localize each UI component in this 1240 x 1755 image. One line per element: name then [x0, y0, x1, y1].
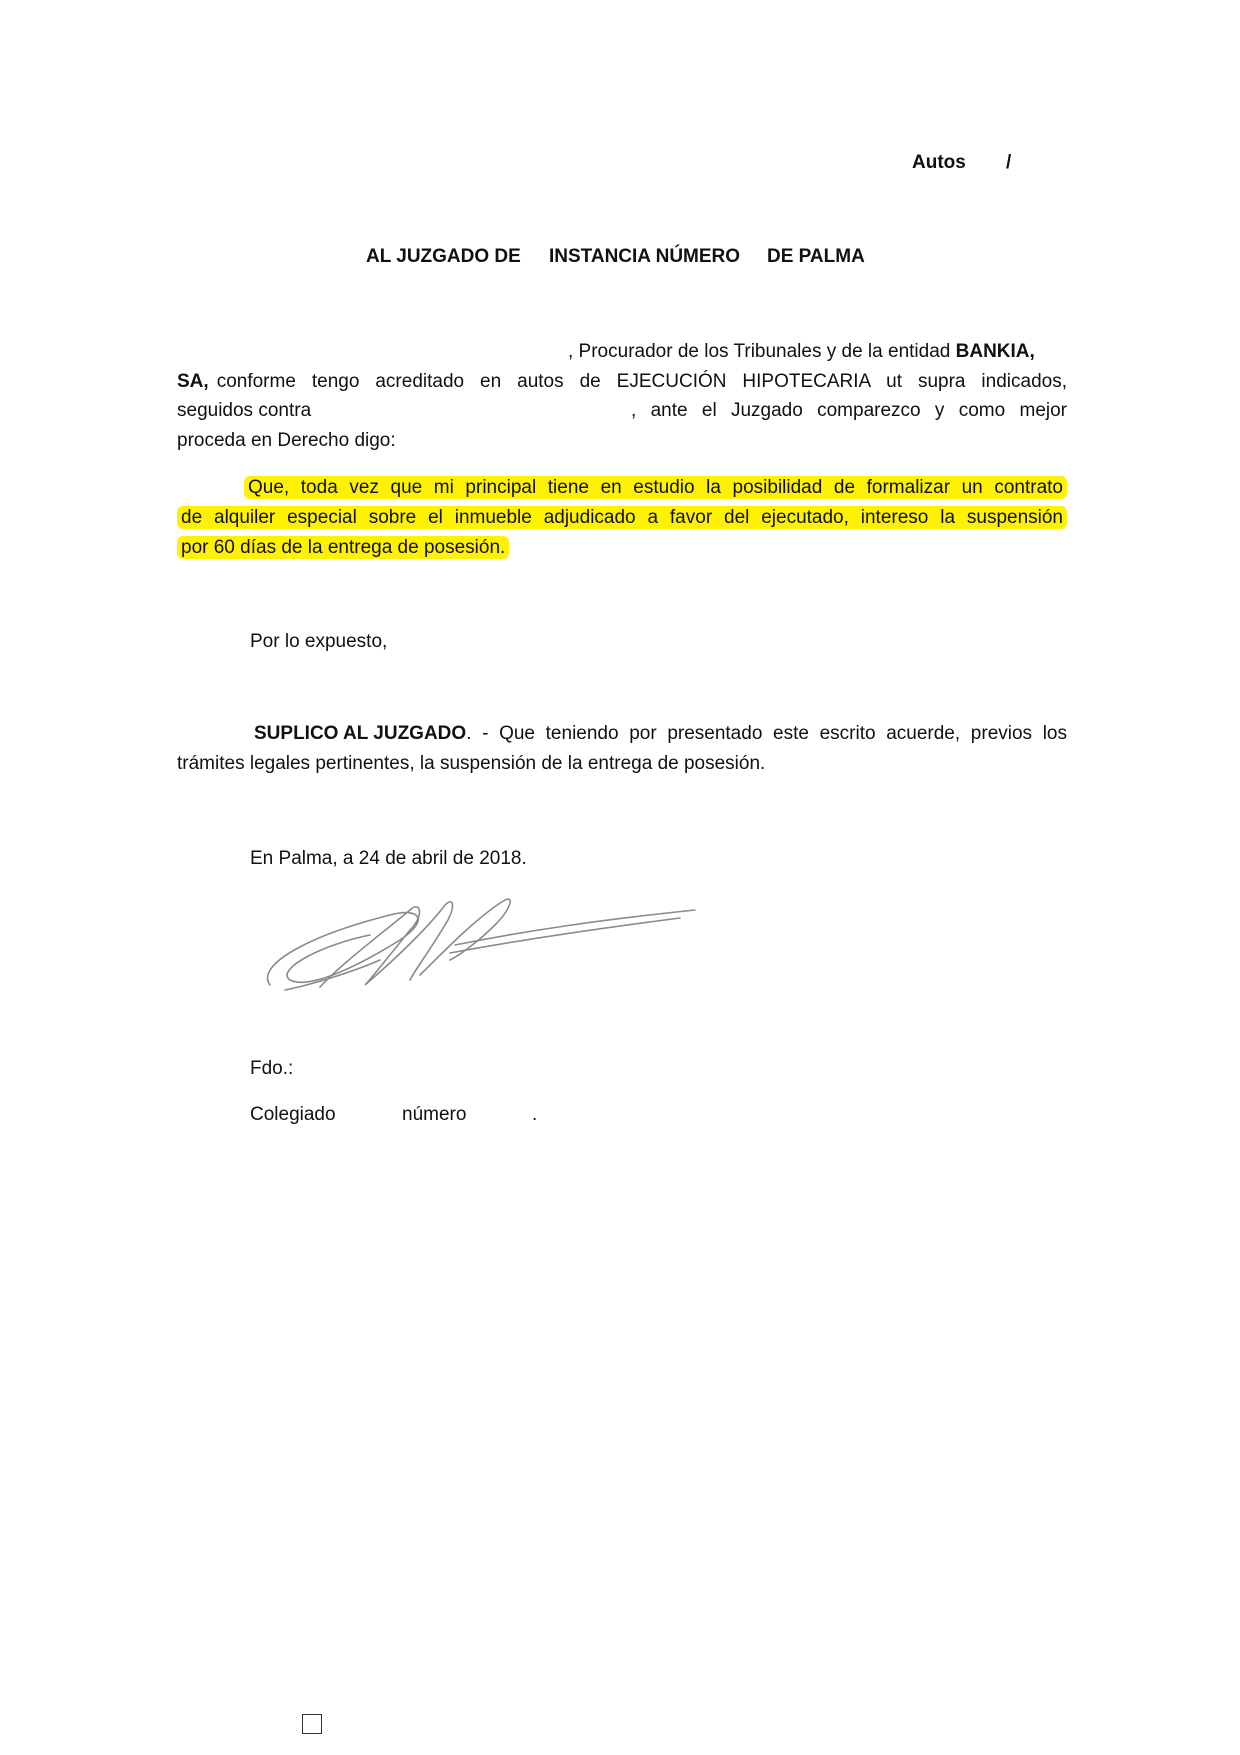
heading-instance: INSTANCIA NÚMERO [549, 246, 741, 267]
autos-label: Autos [912, 152, 966, 173]
place-date: En Palma, a 24 de abril de 2018. [250, 848, 527, 869]
highlighted-line-1 [244, 477, 1067, 499]
intro-seguidos-contra: seguidos contra [177, 400, 312, 421]
highlighted-line-3 [177, 537, 509, 559]
por-lo-expuesto: Por lo expuesto, [250, 631, 388, 652]
intro-derecho-digo: proceda en Derecho digo: [177, 430, 396, 451]
highlighted-line-2 [177, 507, 1067, 529]
highlight-text-1: Que, toda vez que mi principal tiene en estudio la posibilidad de formalizar un contrato [244, 476, 1067, 499]
handwritten-signature [250, 885, 700, 1005]
intro-line-1 [568, 341, 1035, 363]
suplico-text: . - Que teniendo por presentado este escrito acuerde, previos los [466, 723, 1067, 744]
colegiado-label: Colegiado [250, 1104, 336, 1125]
autos-separator: / [1006, 152, 1012, 173]
fdo-label: Fdo.: [250, 1058, 294, 1079]
suplico-line-2: trámites legales pertinentes, la suspensión de la entrega de posesión. [177, 753, 766, 774]
numero-label: número [402, 1104, 467, 1125]
intro-comparezco-text: , ante el Juzgado comparezco y como mejor [631, 400, 1067, 421]
intro-acreditado-text: conforme tengo acreditado en autos de EJECUCIÓN HIPOTECARIA ut supra indicados, [216, 371, 1067, 392]
heading-court: AL JUZGADO DE [366, 246, 521, 267]
highlight-text-2: de alquiler especial sobre el inmueble adjudicado a favor del ejecutado, intereso la suspensión [177, 506, 1067, 529]
intro-procurador-text: , Procurador de los Tribunales y de la entidad [568, 341, 956, 362]
entity-name-1: BANKIA, [955, 341, 1035, 362]
heading-city: DE PALMA [767, 246, 865, 267]
suplico-line-1 [254, 723, 1067, 745]
intro-line-2 [177, 371, 1067, 393]
entity-name-2: SA, [177, 371, 209, 392]
highlight-text-3: por 60 días de la entrega de posesión. [177, 536, 509, 559]
trailing-period: . [532, 1104, 538, 1125]
footer-checkbox-glyph [302, 1714, 322, 1734]
suplico-heading: SUPLICO AL JUZGADO [254, 723, 467, 744]
